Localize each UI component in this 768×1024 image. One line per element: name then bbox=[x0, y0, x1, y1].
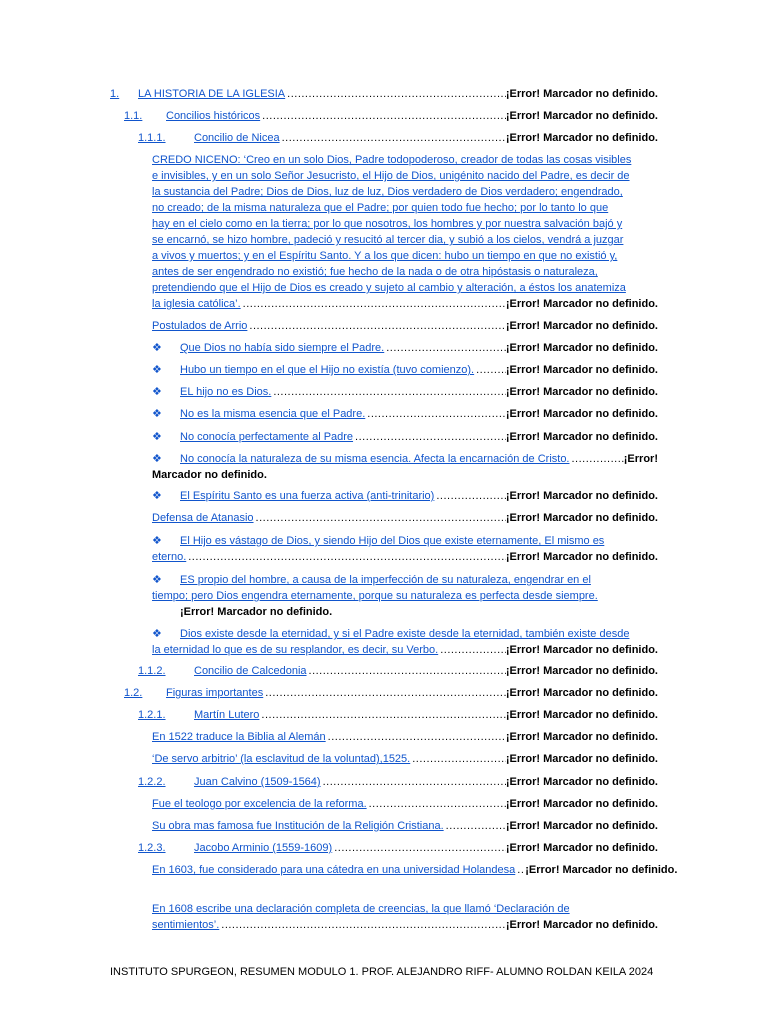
page-footer: INSTITUTO SPURGEON, RESUMEN MODULO 1. PROF. ALEJANDRO RIFF- ALUMNO ROLDAN KEILA 2024 bbox=[110, 966, 654, 978]
toc-bullet-entry[interactable] bbox=[152, 488, 658, 504]
dot-leader bbox=[241, 296, 506, 312]
toc-title[interactable]: Fue el teologo por excelencia de la reforma. bbox=[152, 798, 367, 810]
toc-entry-defensa[interactable] bbox=[152, 510, 658, 526]
diamond-bullet-icon: ❖ bbox=[152, 453, 162, 465]
dot-leader bbox=[353, 429, 506, 445]
dot-leader bbox=[332, 840, 506, 856]
toc-bullet-entry[interactable] bbox=[152, 626, 658, 658]
error-marker: ¡Error! Marcador no definido. bbox=[180, 606, 333, 618]
dot-leader bbox=[186, 549, 506, 565]
error-marker: ¡Error! Marcador no definido. bbox=[505, 820, 658, 832]
error-marker: ¡Error! Marcador no definido. bbox=[505, 110, 658, 122]
diamond-bullet-icon: ❖ bbox=[152, 490, 162, 502]
dot-leader bbox=[254, 510, 506, 526]
error-marker: ¡Error! Marcador no definido. bbox=[505, 551, 658, 563]
dot-leader bbox=[326, 729, 506, 745]
toc-title[interactable]: Martín Lutero bbox=[194, 709, 260, 721]
toc-number[interactable]: 1.2.3. bbox=[138, 842, 166, 854]
toc-number[interactable]: 1.1. bbox=[124, 110, 143, 122]
toc-entry[interactable] bbox=[152, 862, 678, 878]
dot-leader bbox=[285, 86, 506, 102]
credo-line[interactable]: a vivos y muertos; y en el Espíritu Santo. Y a los que dicen: hubo un tiempo en que no existió y, bbox=[152, 250, 618, 262]
toc-bullet-entry[interactable] bbox=[152, 572, 658, 620]
toc-title[interactable]: Dios existe desde la eternidad, y si el Padre existe desde la eternidad, también existe desde bbox=[180, 628, 630, 640]
error-marker: Marcador no definido. bbox=[562, 864, 678, 876]
error-marker: ¡Error! Marcador no definido. bbox=[505, 798, 658, 810]
toc-number[interactable]: 1. bbox=[110, 88, 120, 100]
toc-title[interactable]: ‘De servo arbitrio’ (la esclavitud de la voluntad),1525. bbox=[152, 753, 411, 765]
toc-title[interactable]: Concilio de Nicea bbox=[194, 132, 280, 144]
toc-title-continued[interactable]: la eternidad lo que es de su resplandor, es decir, su Verbo. bbox=[152, 644, 439, 656]
toc-entry-1-2-2[interactable] bbox=[138, 774, 658, 790]
error-marker: ¡Error! Marcador no definido. bbox=[505, 709, 658, 721]
toc-title[interactable]: Jacobo Arminio (1559-1609) bbox=[194, 842, 333, 854]
dot-leader bbox=[438, 642, 506, 658]
credo-line[interactable]: la sustancia del Padre; Dios de Dios, luz de luz, Dios verdadero de Dios verdadero; engendrado, bbox=[152, 186, 623, 198]
toc-bullet-entry[interactable] bbox=[152, 533, 658, 565]
dot-leader bbox=[263, 685, 506, 701]
dot-leader bbox=[247, 318, 505, 334]
error-marker: ¡Error! Marcador no definido. bbox=[505, 665, 658, 677]
toc-entry-1-2-3[interactable] bbox=[138, 840, 658, 856]
error-marker: ¡Error! Marcador no definido. bbox=[505, 88, 658, 100]
credo-line[interactable]: antes de ser engendrado no existió; fue hecho de la nada o de otra hipóstasis o naturaleza, bbox=[152, 266, 598, 278]
error-marker: ¡Error! Marcador no definido. bbox=[505, 342, 658, 354]
toc-entry-1-2[interactable] bbox=[124, 685, 658, 701]
error-marker: ¡Error! Marcador no definido. bbox=[505, 408, 658, 420]
toc-entry-1-1-2[interactable] bbox=[138, 663, 658, 679]
error-marker: ¡Error! Marcador no definido. bbox=[505, 687, 658, 699]
credo-line[interactable]: CREDO NICENO: ‘Creo en un solo Dios, Padre todopoderoso, creador de todas las cosas visibles bbox=[152, 154, 632, 166]
dot-leader bbox=[271, 384, 506, 400]
credo-line[interactable]: hay en el cielo como en la tierra; por lo que nosotros, los hombres y por nuestra salvación bajó y bbox=[152, 218, 623, 230]
error-marker: ¡Error! Marcador no definido. bbox=[505, 512, 658, 524]
dot-leader bbox=[474, 362, 506, 378]
error-marker: ¡Error! Marcador no definido. bbox=[505, 298, 658, 310]
toc-number[interactable]: 1.1.2. bbox=[138, 665, 166, 677]
toc-title[interactable]: LA HISTORIA DE LA IGLESIA bbox=[138, 88, 286, 100]
toc-entry-1[interactable] bbox=[110, 86, 658, 102]
dot-leader bbox=[384, 340, 506, 356]
toc-title[interactable]: No conocía perfectamente al Padre bbox=[180, 431, 354, 443]
toc-title[interactable]: Su obra mas famosa fue Institución de la Religión Cristiana. bbox=[152, 820, 444, 832]
error-marker-continued: Marcador no definido. bbox=[152, 469, 267, 481]
credo-line[interactable]: se encarnó, se hizo hombre, padeció y resucitó al tercer dia, y subió a los cielos, vendrá a juzgar bbox=[152, 234, 624, 246]
toc-bullet-entry[interactable] bbox=[152, 340, 658, 356]
toc-title[interactable]: EL hijo no es Dios. bbox=[180, 386, 272, 398]
error-marker: ¡Error! Marcador no definido. bbox=[505, 386, 658, 398]
toc-title[interactable]: Concilio de Calcedonia bbox=[194, 665, 307, 677]
toc-title[interactable]: En 1608 escribe una declaración completa de creencias, la que llamó ‘Declaración de bbox=[152, 903, 570, 915]
dot-leader bbox=[259, 707, 505, 723]
toc-title[interactable]: Que Dios no había sido siempre el Padre. bbox=[180, 342, 385, 354]
toc-title-continued[interactable]: sentimientos’. bbox=[152, 919, 220, 931]
toc-entry-1-1-1[interactable] bbox=[138, 130, 658, 146]
toc-bullet-entry[interactable] bbox=[152, 406, 658, 422]
dot-leader bbox=[365, 406, 506, 422]
dot-leader bbox=[367, 796, 506, 812]
toc-title[interactable]: No conocía la naturaleza de su misma esencia. Afecta la encarnación de Cristo. bbox=[180, 453, 570, 465]
error-marker: ¡Error! Marcador no definido. bbox=[505, 842, 658, 854]
toc-title[interactable]: No es la misma esencia que el Padre. bbox=[180, 408, 366, 420]
error-marker: ¡Error! Marcador no definido. bbox=[505, 644, 658, 656]
credo-line-last[interactable]: la iglesia católica’. bbox=[152, 298, 241, 310]
diamond-bullet-icon: ❖ bbox=[152, 342, 162, 354]
dot-leader bbox=[444, 818, 506, 834]
toc-title[interactable]: Figuras importantes bbox=[166, 687, 264, 699]
dot-leader bbox=[570, 451, 624, 467]
credo-niceno-entry[interactable] bbox=[152, 152, 658, 312]
diamond-bullet-icon: ❖ bbox=[152, 431, 162, 443]
toc-entry[interactable] bbox=[152, 751, 658, 767]
error-marker: ¡Error! Marcador no definido. bbox=[505, 753, 658, 765]
dot-leader bbox=[321, 774, 506, 790]
toc-title[interactable]: ES propio del hombre, a causa de la imperfección de su naturaleza, engendrar en el bbox=[180, 574, 591, 586]
toc-entry[interactable] bbox=[152, 818, 658, 834]
toc-entry-1-2-1[interactable] bbox=[138, 707, 658, 723]
error-marker: ¡Error! Marcador no definido. bbox=[505, 364, 658, 376]
credo-line[interactable]: no creado; de la misma naturaleza que el Padre; por quien todo fue hecho; por lo tanto lo que bbox=[152, 202, 609, 214]
toc-title[interactable]: Juan Calvino (1509-1564) bbox=[194, 776, 321, 788]
diamond-bullet-icon: ❖ bbox=[152, 408, 162, 420]
toc-number[interactable]: 1.1.1. bbox=[138, 132, 166, 144]
dot-leader bbox=[434, 488, 505, 504]
dot-leader bbox=[515, 862, 525, 878]
toc-title[interactable]: En 1522 traduce la Biblia al Alemán bbox=[152, 731, 326, 743]
credo-line[interactable]: pretendiendo que el Hijo de Dios es creado y sujeto al cambio y alteración, a éstos los anatemiza bbox=[152, 282, 626, 294]
toc-entry-1-1[interactable] bbox=[124, 108, 658, 124]
error-marker: ¡Error! Marcador no definido. bbox=[505, 776, 658, 788]
diamond-bullet-icon: ❖ bbox=[152, 386, 162, 398]
diamond-bullet-icon: ❖ bbox=[152, 574, 162, 586]
toc-entry[interactable] bbox=[152, 729, 658, 745]
toc-bullet-entry[interactable] bbox=[152, 384, 658, 400]
toc-title-continued[interactable]: tiempo; pero Dios engendra eternamente, porque su naturaleza es perfecta desde siempre. bbox=[152, 590, 598, 602]
credo-line[interactable]: e invisibles, y en un solo Señor Jesucristo, el Hijo de Dios, unigénito nacido del Padre, es decir de bbox=[152, 170, 630, 182]
error-marker: ¡Error! bbox=[623, 453, 658, 465]
toc-title[interactable]: El Hijo es vástago de Dios, y siendo Hijo del Dios que existe eternamente, El mismo es bbox=[180, 535, 605, 547]
error-marker: ¡Error! bbox=[525, 864, 560, 876]
error-marker: ¡Error! Marcador no definido. bbox=[505, 431, 658, 443]
dot-leader bbox=[280, 130, 506, 146]
toc-title[interactable]: Concilios históricos bbox=[166, 110, 261, 122]
toc-number[interactable]: 1.2.2. bbox=[138, 776, 166, 788]
toc-number[interactable]: 1.2.1. bbox=[138, 709, 166, 721]
toc-title[interactable]: En 1603, fue considerado para una cátedra en una universidad Holandesa bbox=[152, 864, 516, 876]
toc-title[interactable]: Hubo un tiempo en el que el Hijo no existía (tuvo comienzo). bbox=[180, 364, 475, 376]
toc-bullet-entry[interactable] bbox=[152, 451, 658, 483]
diamond-bullet-icon: ❖ bbox=[152, 535, 162, 547]
diamond-bullet-icon: ❖ bbox=[152, 628, 162, 640]
toc-entry[interactable] bbox=[152, 901, 658, 933]
toc-bullet-entry[interactable] bbox=[152, 362, 658, 378]
toc-entry-postulados[interactable] bbox=[152, 318, 658, 334]
dot-leader bbox=[410, 751, 506, 767]
toc-title[interactable]: El Espíritu Santo es una fuerza activa (anti-trinitario) bbox=[180, 490, 435, 502]
error-marker: ¡Error! Marcador no definido. bbox=[505, 320, 658, 332]
toc-title-continued[interactable]: eterno. bbox=[152, 551, 187, 563]
toc-number[interactable]: 1.2. bbox=[124, 687, 143, 699]
dot-leader bbox=[260, 108, 506, 124]
error-marker: ¡Error! Marcador no definido. bbox=[505, 132, 658, 144]
toc-title[interactable]: Defensa de Atanasio bbox=[152, 512, 254, 524]
toc-bullet-entry[interactable] bbox=[152, 429, 658, 445]
dot-leader bbox=[219, 917, 506, 933]
toc-title[interactable]: Postulados de Arrio bbox=[152, 320, 248, 332]
dot-leader bbox=[307, 663, 506, 679]
toc-entry[interactable] bbox=[152, 796, 658, 812]
diamond-bullet-icon: ❖ bbox=[152, 364, 162, 376]
error-marker: ¡Error! Marcador no definido. bbox=[505, 490, 658, 502]
error-marker: ¡Error! Marcador no definido. bbox=[505, 731, 658, 743]
error-marker: ¡Error! Marcador no definido. bbox=[505, 919, 658, 931]
